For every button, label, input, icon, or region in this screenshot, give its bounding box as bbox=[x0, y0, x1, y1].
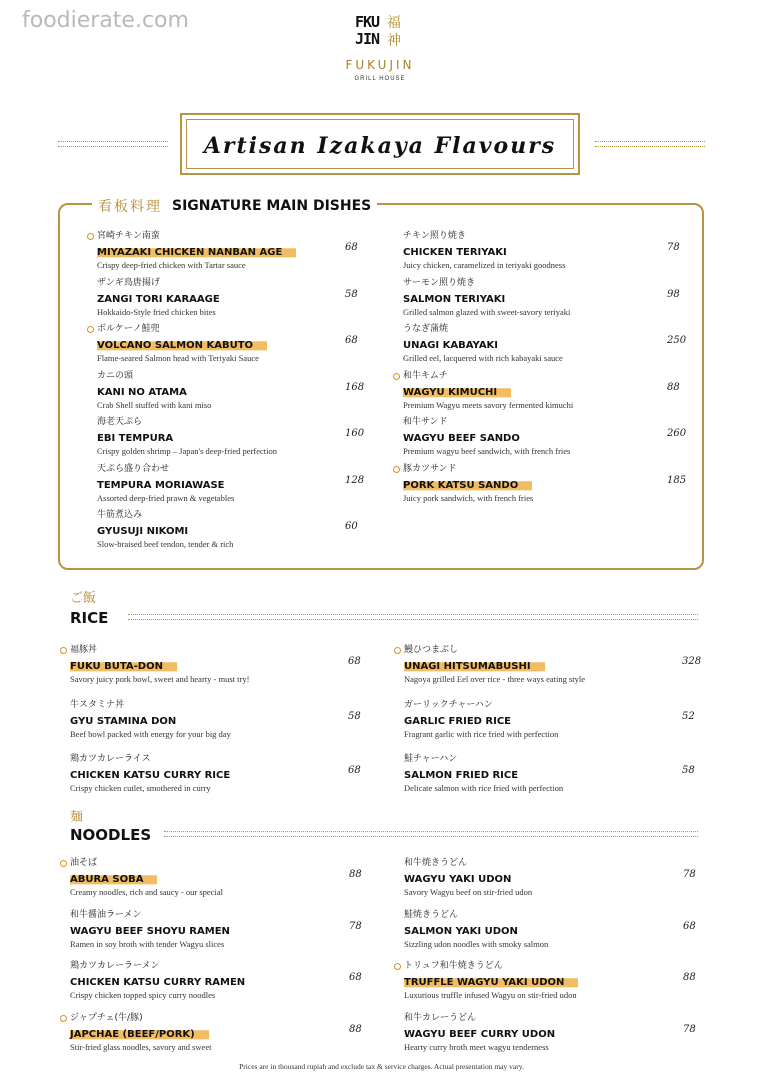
menu-item bbox=[403, 417, 697, 457]
menu-item bbox=[97, 231, 375, 271]
item-name-jp: 鰻ひつまぶし bbox=[404, 645, 459, 655]
menu-item bbox=[404, 961, 713, 1001]
item-price: 68 bbox=[345, 242, 358, 253]
item-name-jp: 牛スタミナ丼 bbox=[70, 699, 125, 710]
item-name: GYUSUJI NIKOMI bbox=[97, 526, 189, 537]
item-name-jp: 牛筋煮込み bbox=[97, 510, 143, 520]
item-price: 68 bbox=[348, 656, 361, 667]
item-description: Grilled eel, lacquered with rich kabayaki sauce bbox=[403, 353, 563, 363]
signature-dot-icon bbox=[60, 1015, 67, 1022]
item-price: 58 bbox=[348, 710, 361, 722]
item-name-jp: 和牛キムチ bbox=[403, 370, 448, 381]
signature-dot-icon bbox=[60, 860, 67, 867]
item-price: 88 bbox=[683, 972, 696, 983]
menu-item bbox=[403, 324, 697, 364]
item-name-jp: 和牛醤油ラーメン bbox=[70, 909, 142, 920]
item-description: Sizzling udon noodles with smoky salmon bbox=[404, 938, 549, 949]
logo-mark-kanji: 福 神 bbox=[387, 15, 401, 49]
item-price: 68 bbox=[348, 765, 361, 776]
item-name: SALMON YAKI UDON bbox=[404, 925, 518, 937]
item-price: 168 bbox=[345, 381, 365, 393]
item-description: Juicy pork sandwich, with french fries bbox=[403, 492, 534, 503]
item-description: Crispy chicken cutlet, smothered in curry bbox=[70, 783, 211, 793]
item-price: 98 bbox=[667, 288, 680, 300]
item-name-jp: うなぎ蒲焼 bbox=[403, 324, 449, 334]
item-description: Stir-fried glass noodles, savory and sweet bbox=[70, 1041, 212, 1052]
item-name: WAGYU YAKI UDON bbox=[404, 874, 512, 885]
item-name: JAPCHAE (BEEF/PORK) bbox=[70, 1028, 209, 1041]
logo-mark bbox=[354, 14, 406, 50]
menu-item bbox=[70, 961, 379, 1001]
item-price: 88 bbox=[667, 381, 680, 393]
item-description: Nagoya grilled Eel over rice - three ways eating style bbox=[404, 674, 586, 684]
brand-logo bbox=[330, 14, 430, 82]
item-price: 88 bbox=[349, 869, 362, 880]
signature-dot-icon bbox=[393, 373, 400, 380]
item-description: Savory Wagyu beef on stir-fried udon bbox=[404, 887, 533, 897]
signature-dot-icon bbox=[87, 233, 94, 240]
rice-heading: RICE bbox=[70, 609, 109, 627]
item-description: Crispy deep-fried chicken with Tartar sauce bbox=[97, 260, 246, 270]
item-description: Fragrant garlic with rice fried with perfection bbox=[404, 728, 559, 739]
brand-subtitle: GRILL HOUSE bbox=[354, 76, 406, 82]
menu-item bbox=[404, 700, 712, 740]
item-name: WAGYU BEEF SANDO bbox=[403, 433, 520, 444]
noodles-heading-jp: 麺 bbox=[70, 810, 84, 825]
item-price: 185 bbox=[667, 474, 687, 486]
item-description: Crab Shell stuffed with kani miso bbox=[97, 399, 212, 410]
item-name: KANI NO ATAMA bbox=[97, 386, 187, 398]
menu-item bbox=[70, 700, 378, 740]
noodles-rule bbox=[164, 831, 698, 837]
brand-name: FUKUJIN bbox=[345, 58, 415, 72]
title-rule-left bbox=[58, 141, 168, 147]
item-name: WAGYU BEEF CURRY UDON bbox=[404, 1028, 556, 1040]
item-name-jp: トリュフ和牛焼きうどん bbox=[404, 961, 503, 971]
menu-item bbox=[70, 754, 378, 794]
item-name: FUKU BUTA-DON bbox=[70, 660, 177, 673]
rice-heading-jp: ご飯 bbox=[70, 591, 97, 606]
menu-item bbox=[70, 858, 379, 898]
item-price: 58 bbox=[682, 765, 695, 776]
signature-heading-jp: 看板料理 bbox=[98, 199, 162, 215]
item-name-jp: カニの頭 bbox=[97, 370, 134, 381]
item-description: Crispy golden shrimp – Japan's deep-fried perfection bbox=[97, 446, 277, 456]
item-description: Juicy chicken, caramelized in teriyaki goodness bbox=[403, 260, 566, 270]
title-frame bbox=[180, 113, 580, 175]
menu-item bbox=[97, 324, 375, 364]
item-price: 328 bbox=[682, 656, 702, 667]
item-price: 52 bbox=[682, 710, 695, 722]
menu-item bbox=[70, 910, 379, 950]
noodles-heading: NOODLES bbox=[70, 826, 152, 844]
item-description: Hokkaido-Style fried chicken bites bbox=[97, 306, 216, 317]
signature-heading bbox=[92, 196, 377, 216]
item-price: 68 bbox=[349, 972, 362, 983]
menu-item bbox=[403, 371, 697, 411]
item-description: Premium wagyu beef sandwich, with french fries bbox=[403, 446, 571, 456]
signature-dot-icon bbox=[393, 466, 400, 473]
item-name-jp: 和牛カレーうどん bbox=[404, 1012, 477, 1023]
signature-dot-icon bbox=[87, 326, 94, 333]
item-name-jp: ガーリックチャーハン bbox=[404, 699, 493, 710]
item-name: GYU STAMINA DON bbox=[70, 715, 177, 727]
menu-item bbox=[403, 464, 697, 504]
item-name-jp: 天ぷら盛り合わせ bbox=[97, 463, 170, 474]
item-name-jp: 豚カツサンド bbox=[403, 463, 457, 474]
menu-item bbox=[70, 645, 378, 685]
item-description: Slow-braised beef tendon, tender & rich bbox=[97, 539, 234, 549]
item-price: 78 bbox=[683, 1023, 696, 1035]
item-price: 250 bbox=[667, 335, 687, 346]
item-name: UNAGI KABAYAKI bbox=[403, 340, 499, 351]
item-name: ABURA SOBA bbox=[70, 873, 157, 886]
item-name-jp: ジャプチェ(牛/豚) bbox=[70, 1012, 143, 1023]
item-name-jp: 鮭チャーハン bbox=[404, 754, 458, 764]
menu-item bbox=[70, 1013, 379, 1053]
item-description: Savory juicy pork bowl, sweet and hearty - must try! bbox=[70, 674, 250, 684]
item-name: UNAGI HITSUMABUSHI bbox=[404, 660, 545, 673]
item-price: 58 bbox=[345, 288, 358, 300]
menu-item bbox=[404, 910, 713, 950]
item-name: ZANGI TORI KARAAGE bbox=[97, 293, 220, 305]
item-description: Premium Wagyu meets savory fermented kimuchi bbox=[403, 399, 574, 410]
signature-dot-icon bbox=[60, 647, 67, 654]
title-rule-right bbox=[595, 141, 705, 147]
item-price: 128 bbox=[345, 474, 365, 486]
item-name: GARLIC FRIED RICE bbox=[404, 715, 512, 727]
page-title: Artisan Izakaya Flavours bbox=[203, 133, 557, 159]
signature-heading-en: SIGNATURE MAIN DISHES bbox=[172, 198, 372, 214]
item-description: Crispy chicken topped spicy curry noodles bbox=[70, 990, 216, 1000]
item-price: 68 bbox=[345, 335, 358, 346]
menu-item bbox=[404, 754, 712, 794]
item-name: CHICKEN KATSU CURRY RICE bbox=[70, 770, 231, 781]
watermark: foodierate.com bbox=[22, 8, 189, 33]
item-name-jp: 宮崎チキン南蛮 bbox=[97, 231, 160, 241]
item-name: SALMON TERIYAKI bbox=[403, 293, 506, 305]
item-name-jp: チキン照り焼き bbox=[403, 231, 466, 241]
item-description: Delicate salmon with rice fried with perfection bbox=[404, 783, 564, 793]
item-name: WAGYU BEEF SHOYU RAMEN bbox=[70, 925, 230, 937]
item-description: Flame-seared Salmon head with Teriyaki Sauce bbox=[97, 353, 259, 363]
logo-mark-latin: FKU JIN bbox=[354, 13, 380, 48]
menu-item bbox=[97, 371, 375, 411]
menu-item bbox=[404, 858, 713, 898]
item-description: Hearty curry broth meet wagyu tenderness bbox=[404, 1041, 549, 1052]
item-name-jp: ザンギ鳥唐揚げ bbox=[97, 277, 160, 288]
item-price: 78 bbox=[683, 869, 696, 880]
item-description: Creamy noodles, rich and saucy - our special bbox=[70, 887, 223, 897]
item-name-jp: 油そば bbox=[70, 858, 98, 868]
menu-item bbox=[403, 231, 697, 271]
item-name: CHICKEN TERIYAKI bbox=[403, 247, 507, 258]
item-name-jp: 福豚丼 bbox=[70, 645, 98, 655]
menu-item bbox=[404, 645, 712, 685]
item-name: PORK KATSU SANDO bbox=[403, 479, 532, 492]
menu-item bbox=[403, 278, 697, 318]
menu-item bbox=[97, 278, 375, 318]
footer-note: Prices are in thousand rupiah and exclude tax & service charges. Actual presentation may vary. bbox=[239, 1062, 524, 1071]
menu-item bbox=[97, 464, 375, 504]
menu-item bbox=[97, 510, 375, 550]
signature-dot-icon bbox=[394, 963, 401, 970]
item-name: WAGYU KIMUCHI bbox=[403, 386, 511, 399]
signature-dot-icon bbox=[394, 647, 401, 654]
item-name: VOLCANO SALMON KABUTO bbox=[97, 339, 267, 352]
item-description: Assorted deep-fried prawn & vegetables bbox=[97, 492, 235, 503]
item-name: EBI TEMPURA bbox=[97, 433, 174, 444]
item-price: 88 bbox=[349, 1023, 362, 1035]
item-name-jp: 鶏カツカレーラーメン bbox=[70, 961, 160, 971]
item-name: TEMPURA MORIAWASE bbox=[97, 479, 225, 491]
item-name-jp: 海老天ぷら bbox=[97, 417, 143, 427]
item-description: Ramen in soy broth with tender Wagyu slices bbox=[70, 938, 225, 949]
item-name-jp: ボルケーノ鮭兜 bbox=[97, 324, 160, 334]
item-name: CHICKEN KATSU CURRY RAMEN bbox=[70, 977, 246, 988]
item-price: 60 bbox=[345, 521, 358, 532]
item-name-jp: 和牛焼きうどん bbox=[404, 858, 468, 868]
item-description: Beef bowl packed with energy for your big day bbox=[70, 728, 231, 739]
item-price: 68 bbox=[683, 920, 696, 932]
item-price: 260 bbox=[667, 428, 687, 439]
item-price: 78 bbox=[349, 920, 362, 932]
item-name-jp: 和牛サンド bbox=[403, 417, 448, 427]
menu-item bbox=[97, 417, 375, 457]
item-price: 78 bbox=[667, 242, 680, 253]
item-name: MIYAZAKI CHICKEN NANBAN AGE bbox=[97, 246, 296, 259]
item-name-jp: 鶏カツカレーライス bbox=[70, 754, 151, 764]
item-name-jp: 鮭焼きうどん bbox=[404, 909, 459, 920]
item-name: SALMON FRIED RICE bbox=[404, 770, 519, 781]
rice-rule bbox=[128, 614, 698, 620]
item-description: Luxurious truffle infused Wagyu on stir-fried udon bbox=[404, 990, 577, 1000]
item-name: TRUFFLE WAGYU YAKI UDON bbox=[404, 976, 578, 989]
item-description: Grilled salmon glazed with sweet-savory teriyaki bbox=[403, 306, 571, 317]
item-name-jp: サーモン照り焼き bbox=[403, 277, 476, 288]
item-price: 160 bbox=[345, 428, 365, 439]
menu-item bbox=[404, 1013, 713, 1053]
